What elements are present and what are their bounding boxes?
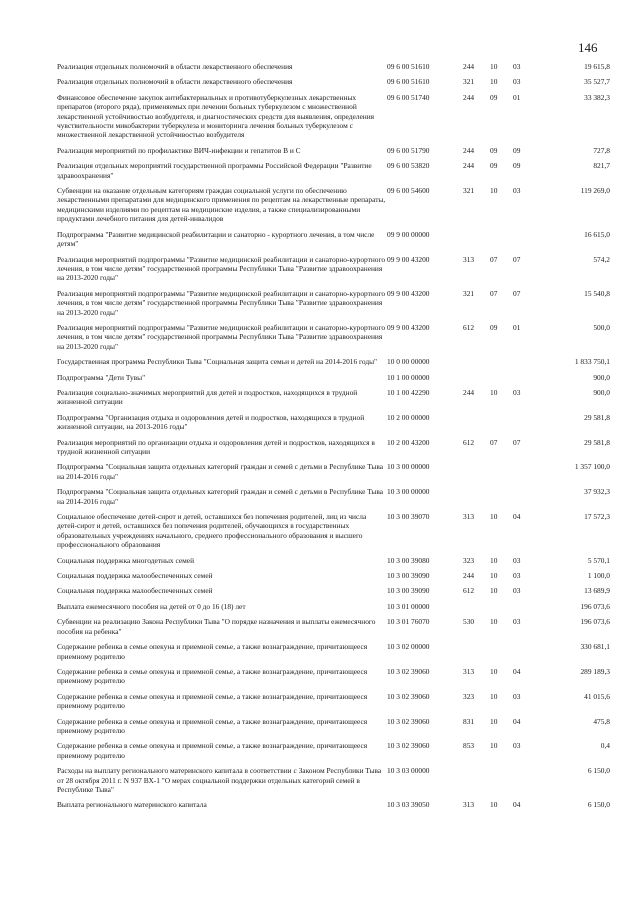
table-row — [57, 586, 610, 601]
row-expense-type — [463, 487, 490, 512]
row-code: 10 3 02 39060 — [387, 716, 430, 726]
row-code: 10 3 03 39050 — [387, 800, 430, 810]
page-number: 146 — [578, 40, 598, 55]
row-description: Социальное обеспечение детей-сирот и детей, оставшихся без попечения родителей, лиц из числа детей-сирот и детей, оставшихся без попечения родителей, обучающихся в государственных образовательных учреждениях начального, среднего профессионального образования и высшего профессионального образования — [57, 512, 367, 550]
row-expense-type — [463, 230, 490, 255]
row-expense-type: 313 — [463, 254, 475, 264]
row-amount: 17 572,3 — [584, 512, 610, 522]
row-section: 09 — [490, 145, 498, 155]
row-description: Реализация мероприятий по организации отдыха и оздоровления детей и подростков, находящихся в трудной жизненной ситуации — [57, 437, 375, 456]
table-row — [57, 289, 610, 323]
row-section: 10 — [490, 586, 498, 596]
table-row — [57, 800, 610, 815]
row-code: 09 6 00 51610 — [387, 77, 430, 87]
table-row — [57, 93, 610, 146]
row-subsection: 03 — [513, 62, 521, 71]
table-row — [57, 717, 610, 742]
row-code: 10 3 03 00000 — [387, 766, 430, 776]
row-subsection: 03 — [513, 571, 521, 581]
table-row — [57, 692, 610, 717]
row-subsection — [513, 357, 538, 372]
row-amount: 29 581,8 — [584, 437, 610, 447]
row-section: 10 — [490, 555, 498, 565]
row-expense-type: 244 — [463, 571, 475, 581]
row-subsection: 04 — [513, 716, 521, 726]
row-amount: 6 150,0 — [587, 766, 610, 776]
row-subsection: 03 — [513, 586, 521, 596]
row-expense-type — [463, 602, 490, 617]
row-description: Содержание ребенка в семье опекуна и приемной семье, а также вознаграждение, причитающееся приемному родителю — [57, 741, 368, 760]
table-row — [57, 766, 610, 800]
row-subsection: 04 — [513, 512, 521, 522]
row-subsection: 03 — [513, 691, 521, 701]
row-section: 09 — [490, 161, 498, 171]
row-subsection: 03 — [513, 186, 521, 196]
row-amount: 500,0 — [593, 322, 610, 332]
row-amount: 1 357 100,0 — [574, 462, 610, 472]
row-amount: 196 073,6 — [580, 617, 610, 627]
row-description: Социальная поддержка многодетных семей — [57, 555, 195, 565]
row-amount: 475,8 — [593, 716, 610, 726]
table-row — [57, 357, 610, 372]
row-amount: 119 269,0 — [580, 186, 610, 196]
row-amount: 900,0 — [593, 387, 610, 397]
row-subsection: 03 — [513, 555, 521, 565]
row-expense-type: 244 — [463, 62, 475, 71]
row-expense-type: 244 — [463, 387, 475, 397]
table-row — [57, 388, 610, 413]
table-row — [57, 373, 610, 388]
row-code: 09 6 00 51740 — [387, 92, 430, 102]
row-subsection: 03 — [513, 77, 521, 87]
row-expense-type: 612 — [463, 437, 475, 447]
row-subsection — [513, 487, 538, 512]
table-row — [57, 667, 610, 692]
row-code: 10 3 00 39090 — [387, 586, 430, 596]
row-code: 09 6 00 53820 — [387, 161, 430, 171]
row-subsection: 09 — [513, 145, 521, 155]
row-section: 10 — [490, 512, 498, 522]
row-code: 09 9 00 43200 — [387, 322, 430, 332]
row-section: 07 — [490, 254, 498, 264]
row-section: 10 — [490, 691, 498, 701]
row-amount: 13 689,9 — [584, 586, 610, 596]
table-row — [57, 255, 610, 289]
row-section: 10 — [490, 387, 498, 397]
row-description: Расходы на выплату регионального материнского капитала в соответствии с Законом Республики Тыва от 28 октября 2011 г. N 937 ВХ-1 "О мерах социальной поддержки отдельных категорий семей в Республике Тыва" — [57, 766, 382, 794]
row-amount: 196 073,6 — [580, 601, 610, 611]
row-description: Социальная поддержка малообеспеченных семей — [57, 571, 213, 581]
row-code: 09 9 00 43200 — [387, 288, 430, 298]
row-section — [490, 413, 513, 438]
row-subsection: 07 — [513, 254, 521, 264]
budget-table — [57, 62, 610, 816]
row-subsection — [513, 642, 538, 667]
row-code: 10 3 02 00000 — [387, 642, 430, 652]
row-code: 10 2 00 00000 — [387, 412, 430, 422]
row-expense-type: 244 — [463, 92, 475, 102]
row-expense-type: 530 — [463, 617, 475, 627]
table-row — [57, 462, 610, 487]
row-section — [490, 766, 513, 800]
row-description: Содержание ребенка в семье опекуна и приемной семье, а также вознаграждение, причитающееся приемному родителю — [57, 716, 368, 735]
row-amount: 574,2 — [593, 254, 610, 264]
row-description: Реализация мероприятий подпрограммы "Развитие медицинской реабилитации и санаторно-курортного лечения, в том числе детям" государственной программы Республики Тыва "Развитие здравоохранения на 2013-2020 годы" — [57, 254, 386, 283]
row-code: 10 3 02 39060 — [387, 691, 430, 701]
row-amount: 289 189,3 — [580, 666, 610, 676]
row-description: Подпрограмма "Социальная защита отдельных категорий граждан и семей с детьми в Республике Тыва на 2014-2016 годы" — [57, 462, 384, 481]
row-section — [490, 462, 513, 487]
table-row — [57, 571, 610, 586]
row-subsection: 04 — [513, 666, 521, 676]
row-description: Выплата ежемесячного пособия на детей от 0 до 16 (18) лет — [57, 601, 246, 611]
row-description: Подпрограмма "Дети Тувы" — [57, 372, 146, 382]
row-subsection: 03 — [513, 741, 521, 751]
row-section: 10 — [490, 77, 498, 87]
row-amount: 6 150,0 — [587, 800, 610, 810]
row-code: 10 1 00 42290 — [387, 387, 430, 397]
row-amount: 33 382,3 — [584, 92, 610, 102]
table-row — [57, 62, 610, 77]
row-section: 10 — [490, 741, 498, 751]
row-section: 10 — [490, 617, 498, 627]
row-amount: 16 615,0 — [584, 229, 610, 239]
row-description: Социальная поддержка малообеспеченных семей — [57, 586, 213, 596]
row-amount: 900,0 — [593, 372, 610, 382]
row-section — [490, 487, 513, 512]
row-code: 09 6 00 51610 — [387, 62, 430, 71]
row-amount: 1 833 750,1 — [574, 357, 610, 367]
row-description: Подпрограмма "Социальная защита отдельных категорий граждан и семей с детьми в Республике Тыва на 2014-2016 годы" — [57, 487, 384, 506]
row-section: 10 — [490, 716, 498, 726]
row-amount: 0,4 — [600, 741, 610, 751]
row-description: Содержание ребенка в семье опекуна и приемной семье, а также вознаграждение, причитающееся приемному родителю — [57, 691, 368, 711]
row-subsection — [513, 413, 538, 438]
row-code: 10 3 00 39090 — [387, 571, 430, 581]
row-amount: 5 570,1 — [587, 555, 610, 565]
row-subsection: 01 — [513, 92, 521, 102]
row-description: Субвенции на оказание отдельным категориям граждан социальной услуги по обеспечению лекарственными препаратами для медицинского применения по рецептам на лекарственные препараты, медицинскими изделиями по рецептам на медицинские изделия, а также специализированными продуктами лечебного питания для детей-инвалидов — [57, 186, 386, 224]
row-expense-type: 321 — [463, 288, 475, 298]
table-row — [57, 186, 610, 230]
row-amount: 19 615,8 — [584, 62, 610, 71]
row-code: 10 2 00 43200 — [387, 437, 430, 447]
row-amount: 29 581,8 — [584, 412, 610, 422]
row-section: 10 — [490, 666, 498, 676]
row-expense-type: 853 — [463, 741, 475, 751]
table-row — [57, 438, 610, 463]
row-description: Государственная программа Республики Тыва "Социальная защита семьи и детей на 2014-2016 годы" — [57, 357, 378, 367]
row-subsection — [513, 766, 538, 800]
row-expense-type — [463, 373, 490, 388]
row-section: 10 — [490, 186, 498, 196]
row-amount: 1 100,0 — [587, 571, 610, 581]
row-section: 07 — [490, 437, 498, 447]
row-description: Подпрограмма "Развитие медицинской реабилитации и санаторно - курортного лечения, в том числе детям" — [57, 229, 375, 249]
row-expense-type — [463, 642, 490, 667]
row-description: Реализация отдельных мероприятий государственной программы Российской Федерации "Развитие здравоохранения" — [57, 161, 372, 180]
row-description: Содержание ребенка в семье опекуна и приемной семье, а также вознаграждение, причитающееся приемному родителю — [57, 666, 368, 686]
row-subsection: 07 — [513, 288, 521, 298]
row-expense-type: 313 — [463, 512, 475, 522]
row-expense-type: 244 — [463, 145, 475, 155]
row-expense-type: 321 — [463, 77, 475, 87]
row-subsection — [513, 602, 538, 617]
row-code: 10 3 02 39060 — [387, 741, 430, 751]
row-amount: 41 015,6 — [584, 691, 610, 701]
row-section — [490, 230, 513, 255]
row-section: 10 — [490, 571, 498, 581]
row-code: 10 3 02 39060 — [387, 666, 430, 676]
row-amount: 35 527,7 — [584, 77, 610, 87]
row-amount: 821,7 — [593, 161, 610, 171]
row-section: 09 — [490, 322, 498, 332]
row-expense-type: 323 — [463, 691, 475, 701]
row-code: 10 0 00 00000 — [387, 357, 430, 367]
row-subsection: 07 — [513, 437, 521, 447]
row-section — [490, 357, 513, 372]
table-row — [57, 77, 610, 92]
row-amount: 330 681,1 — [580, 642, 610, 652]
row-description: Реализация мероприятий по профилактике ВИЧ-инфекции и гепатитов B и C — [57, 145, 301, 155]
row-code: 10 3 00 39080 — [387, 555, 430, 565]
row-expense-type — [463, 357, 490, 372]
row-subsection: 03 — [513, 387, 521, 397]
row-subsection: 01 — [513, 322, 521, 332]
row-section — [490, 602, 513, 617]
row-subsection — [513, 373, 538, 388]
row-expense-type: 313 — [463, 800, 475, 810]
row-expense-type — [463, 766, 490, 800]
row-code: 09 9 00 00000 — [387, 229, 430, 239]
row-description: Реализация мероприятий подпрограммы "Развитие медицинской реабилитации и санаторно-курортного лечения, в том числе детям" государственной программы Республики Тыва "Развитие здравоохранения на 2013-2020 годы" — [57, 288, 386, 317]
row-subsection — [513, 230, 538, 255]
row-description: Реализация социально-значимых мероприятий для детей и подростков, находящихся в трудной жизненной ситуации — [57, 387, 358, 407]
table-row — [57, 617, 610, 642]
row-description: Содержание ребенка в семье опекуна и приемной семье, а также вознаграждение, причитающееся приемному родителю — [57, 642, 368, 661]
row-description: Реализация отдельных полномочий в области лекарственного обеспечения — [57, 62, 293, 71]
table-row — [57, 230, 610, 255]
table-row — [57, 487, 610, 512]
row-expense-type: 612 — [463, 322, 475, 332]
row-expense-type: 612 — [463, 586, 475, 596]
row-description: Выплата регионального материнского капитала — [57, 800, 207, 810]
row-description: Субвенции на реализацию Закона Республики Тыва "О порядке назначения и выплаты ежемесячного пособия на ребенка" — [57, 617, 376, 636]
row-expense-type: 244 — [463, 161, 475, 171]
table-row — [57, 512, 610, 556]
row-description: Реализация отдельных полномочий в области лекарственного обеспечения — [57, 77, 293, 87]
table-row — [57, 642, 610, 667]
row-code: 10 3 01 00000 — [387, 601, 430, 611]
row-expense-type: 313 — [463, 666, 475, 676]
row-code: 10 3 00 39070 — [387, 512, 430, 522]
table-row — [57, 146, 610, 161]
row-expense-type: 321 — [463, 186, 475, 196]
table-row — [57, 323, 610, 357]
row-amount: 37 932,3 — [584, 487, 610, 497]
row-description: Финансовое обеспечение закупок антибактериальных и противотуберкулезных лекарственных препаратов (второго ряда), применяемых при лечении больных туберкулезом с множественной лекарственной устойчивостью возбудителя, и диагностических средств для выявления, определения чувствительности микобактерии туберкулеза и мониторинга лечения больных туберкулезом с множественной лекарственной устойчивостью возбудителя — [57, 92, 375, 140]
row-section: 07 — [490, 288, 498, 298]
table-row — [57, 556, 610, 571]
row-subsection: 09 — [513, 161, 521, 171]
row-code: 09 6 00 51790 — [387, 145, 430, 155]
row-description: Реализация мероприятий подпрограммы "Развитие медицинской реабилитации и санаторно-курортного лечения, в том числе детям" государственной программы Республики Тыва "Развитие здравоохранения на 2013-2020 годы" — [57, 322, 386, 351]
row-subsection — [513, 462, 538, 487]
row-amount: 727,8 — [593, 145, 610, 155]
table-row — [57, 413, 610, 438]
row-expense-type: 323 — [463, 555, 475, 565]
table-row — [57, 161, 610, 186]
row-code: 10 1 00 00000 — [387, 372, 430, 382]
row-section: 09 — [490, 92, 498, 102]
row-expense-type — [463, 462, 490, 487]
row-section — [490, 642, 513, 667]
row-section: 10 — [490, 62, 498, 71]
row-description: Подпрограмма "Организация отдыха и оздоровления детей и подростков, находящихся в трудной жизненной ситуации, на 2013-2016 годы" — [57, 412, 365, 432]
row-code: 10 3 00 00000 — [387, 462, 430, 472]
row-code: 10 3 01 76070 — [387, 617, 430, 627]
row-section: 10 — [490, 800, 498, 810]
row-code: 09 9 00 43200 — [387, 254, 430, 264]
table-row — [57, 741, 610, 766]
row-subsection: 04 — [513, 800, 521, 810]
budget-table-body — [57, 62, 610, 816]
table-row — [57, 602, 610, 617]
row-amount: 15 540,8 — [584, 288, 610, 298]
row-expense-type — [463, 413, 490, 438]
row-expense-type: 831 — [463, 716, 475, 726]
row-subsection: 03 — [513, 617, 521, 627]
row-code: 09 6 00 54600 — [387, 186, 430, 196]
row-section — [490, 373, 513, 388]
row-code: 10 3 00 00000 — [387, 487, 430, 497]
